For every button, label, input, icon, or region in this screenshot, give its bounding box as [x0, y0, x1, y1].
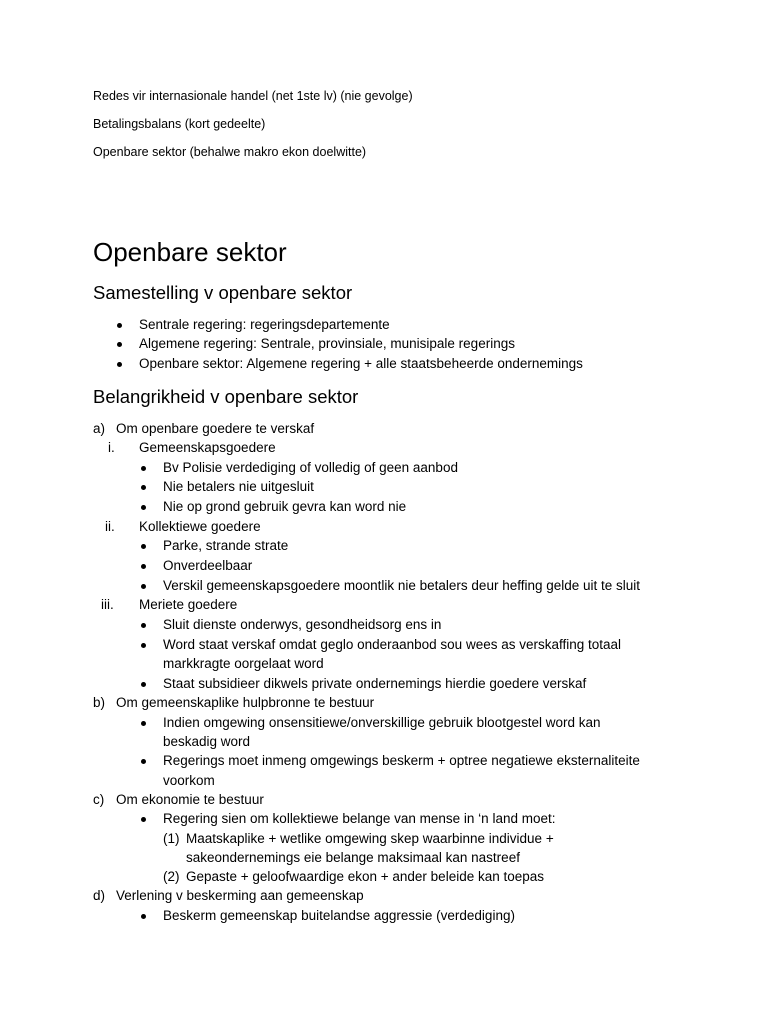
section-heading: Samestelling v openbare sektor — [93, 282, 353, 303]
bullet-icon — [141, 914, 146, 919]
list-item-continuation: sakeondernemings eie belange maksimaal kan nastreef — [186, 850, 520, 865]
list-marker: a) — [93, 421, 106, 436]
list-marker: (1) — [163, 831, 180, 846]
list-marker: (2) — [163, 869, 180, 884]
list-marker: b) — [93, 695, 106, 710]
list-marker: c) — [93, 792, 105, 807]
bullet-icon — [117, 362, 122, 367]
list-item: Om ekonomie te bestuur — [116, 792, 264, 807]
bullet-icon — [141, 759, 146, 764]
bullet-icon — [141, 564, 146, 569]
list-item: Nie betalers nie uitgesluit — [163, 479, 314, 494]
list-item-continuation: beskadig word — [163, 734, 251, 749]
list-item: Om gemeenskaplike hulpbronne te bestuur — [116, 695, 375, 710]
list-item: Openbare sektor: Algemene regering + alle staatsbeheerde ondernemings — [139, 356, 583, 371]
list-item: Beskerm gemeenskap buitelandse aggressie (verdediging) — [163, 908, 515, 923]
list-marker: iii. — [101, 597, 114, 612]
list-item: Algemene regering: Sentrale, provinsiale, munisipale regerings — [139, 336, 515, 351]
list-item-continuation: markkragte oorgelaat word — [163, 656, 324, 671]
list-item: Regerings moet inmeng omgewings beskerm + optree negatiewe eksternaliteite — [163, 753, 640, 768]
list-item: Sentrale regering: regeringsdepartemente — [139, 317, 390, 332]
list-item: Parke, strande strate — [163, 538, 289, 553]
bullet-icon — [141, 682, 146, 687]
list-item: Gepaste + geloofwaardige ekon + ander beleide kan toepas — [186, 869, 545, 884]
section-heading: Belangrikheid v openbare sektor — [93, 386, 359, 407]
bullet-icon — [117, 342, 122, 347]
list-item: Verlening v beskerming aan gemeenskap — [116, 888, 364, 903]
bullet-icon — [141, 544, 146, 549]
list-item: Maatskaplike + wetlike omgewing skep waarbinne individue + — [186, 831, 554, 846]
list-item: Om openbare goedere te verskaf — [116, 421, 315, 436]
bullet-icon — [141, 466, 146, 471]
list-item-continuation: voorkom — [163, 773, 215, 788]
bullet-icon — [141, 623, 146, 628]
list-item: Nie op grond gebruik gevra kan word nie — [163, 499, 407, 514]
list-marker: d) — [93, 888, 106, 903]
list-item: Indien omgewing onsensitiewe/onverskillige gebruik blootgestel word kan — [163, 715, 601, 730]
list-item: Staat subsidieer dikwels private ondernemings hierdie goedere verskaf — [163, 676, 587, 691]
list-item: Gemeenskapsgoedere — [139, 440, 276, 455]
bullet-icon — [141, 505, 146, 510]
list-item: Meriete goedere — [139, 597, 238, 612]
list-item: Sluit dienste onderwys, gesondheidsorg ens in — [163, 617, 442, 632]
intro-line: Betalingsbalans (kort gedeelte) — [93, 117, 266, 131]
list-item: Regering sien om kollektiewe belange van mense in ‘n land moet: — [163, 811, 556, 826]
bullet-icon — [141, 485, 146, 490]
page-title: Openbare sektor — [93, 237, 287, 267]
list-item: Verskil gemeenskapsgoedere moontlik nie betalers deur heffing gelde uit te sluit — [163, 578, 641, 593]
list-item: Bv Polisie verdediging of volledig of geen aanbod — [163, 460, 458, 475]
intro-line: Redes vir internasionale handel (net 1ste lv) (nie gevolge) — [93, 89, 413, 103]
bullet-icon — [141, 643, 146, 648]
list-item: Kollektiewe goedere — [139, 519, 261, 534]
bullet-icon — [117, 323, 122, 328]
bullet-icon — [141, 721, 146, 726]
bullet-icon — [141, 584, 146, 589]
list-marker: i. — [108, 440, 115, 455]
list-item: Word staat verskaf omdat geglo onderaanbod sou wees as verskaffing totaal — [163, 637, 622, 652]
intro-line: Openbare sektor (behalwe makro ekon doelwitte) — [93, 145, 367, 159]
bullet-icon — [141, 817, 146, 822]
list-item: Onverdeelbaar — [163, 558, 253, 573]
list-marker: ii. — [105, 519, 115, 534]
